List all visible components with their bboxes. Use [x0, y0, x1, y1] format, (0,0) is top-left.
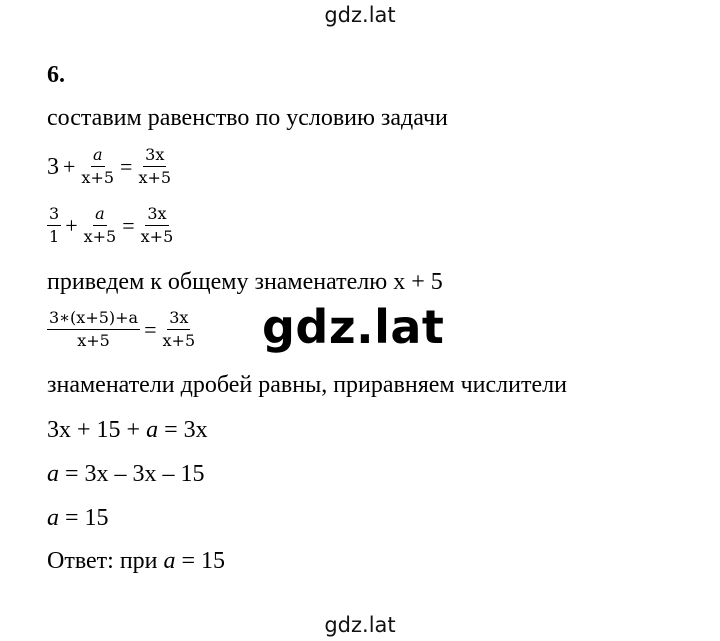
equation-3 [47, 309, 197, 351]
answer-pre: Ответ: при [47, 548, 164, 574]
common-denominator-text: приведем к общему знаменателю x + 5 [47, 269, 443, 295]
eq1-plus: + [63, 153, 76, 179]
answer-var: a [163, 548, 176, 574]
step-2 [47, 462, 205, 486]
eq2-fraction-a [82, 205, 119, 247]
eq2-equals: = [122, 212, 135, 238]
step-1-pre: 3x + 15 + [47, 417, 147, 443]
eq1-fraction-3x-numerator: 3x [143, 146, 166, 167]
step-1-var: a [146, 417, 159, 443]
eq1-equals: = [120, 153, 133, 179]
step-3 [47, 506, 109, 530]
intro-text: составим равенство по условию задачи [47, 105, 448, 131]
answer [47, 549, 225, 573]
equation-1 [47, 146, 173, 188]
watermark-center: gdz.lat [262, 300, 445, 354]
eq3-fraction-combined-denominator: x+5 [77, 331, 110, 351]
eq1-fraction-a-denominator: x+5 [81, 168, 115, 188]
step-3-post: = 15 [59, 505, 109, 531]
eq2-fraction-3x [139, 205, 176, 247]
equation-2 [47, 205, 175, 247]
eq1-fraction-a-numerator: a [91, 146, 105, 167]
task-number: 6. [47, 62, 65, 88]
eq2-fraction-3-over-1 [47, 205, 61, 247]
eq2-plus: + [65, 212, 78, 238]
step-1 [47, 418, 208, 442]
eq1-fraction-3x-denominator: x+5 [138, 168, 172, 188]
eq3-fraction-combined [47, 309, 140, 351]
eq1-integer: 3 [47, 153, 59, 180]
eq3-fraction-3x-denominator: x+5 [162, 331, 196, 351]
answer-post: = 15 [175, 548, 226, 574]
eq2-fraction-3x-numerator: 3x [145, 205, 168, 226]
step-1-post: = 3x [158, 417, 208, 443]
step-2-var: a [47, 461, 59, 487]
step-3-var: a [47, 505, 59, 531]
watermark-top: gdz.lat [324, 3, 396, 27]
watermark-bottom: gdz.lat [324, 613, 396, 637]
eq2-fraction-3x-denominator: x+5 [140, 227, 174, 247]
eq2-fraction-a-denominator: x+5 [83, 227, 117, 247]
eq3-fraction-combined-numerator: 3∗(x+5)+a [47, 309, 140, 330]
eq2-fraction-3-numerator: 3 [47, 205, 61, 226]
eq2-fraction-a-numerator: a [93, 205, 107, 226]
eq1-fraction-a [79, 146, 116, 188]
eq3-fraction-3x [161, 309, 198, 351]
eq3-fraction-3x-numerator: 3x [167, 309, 190, 330]
eq3-equals: = [144, 316, 157, 342]
eq2-fraction-3-denominator: 1 [49, 227, 60, 247]
step-2-post: = 3x – 3x – 15 [59, 461, 205, 487]
eq1-fraction-3x [136, 146, 173, 188]
numerators-text: знаменатели дробей равны, приравняем числители [47, 372, 567, 398]
